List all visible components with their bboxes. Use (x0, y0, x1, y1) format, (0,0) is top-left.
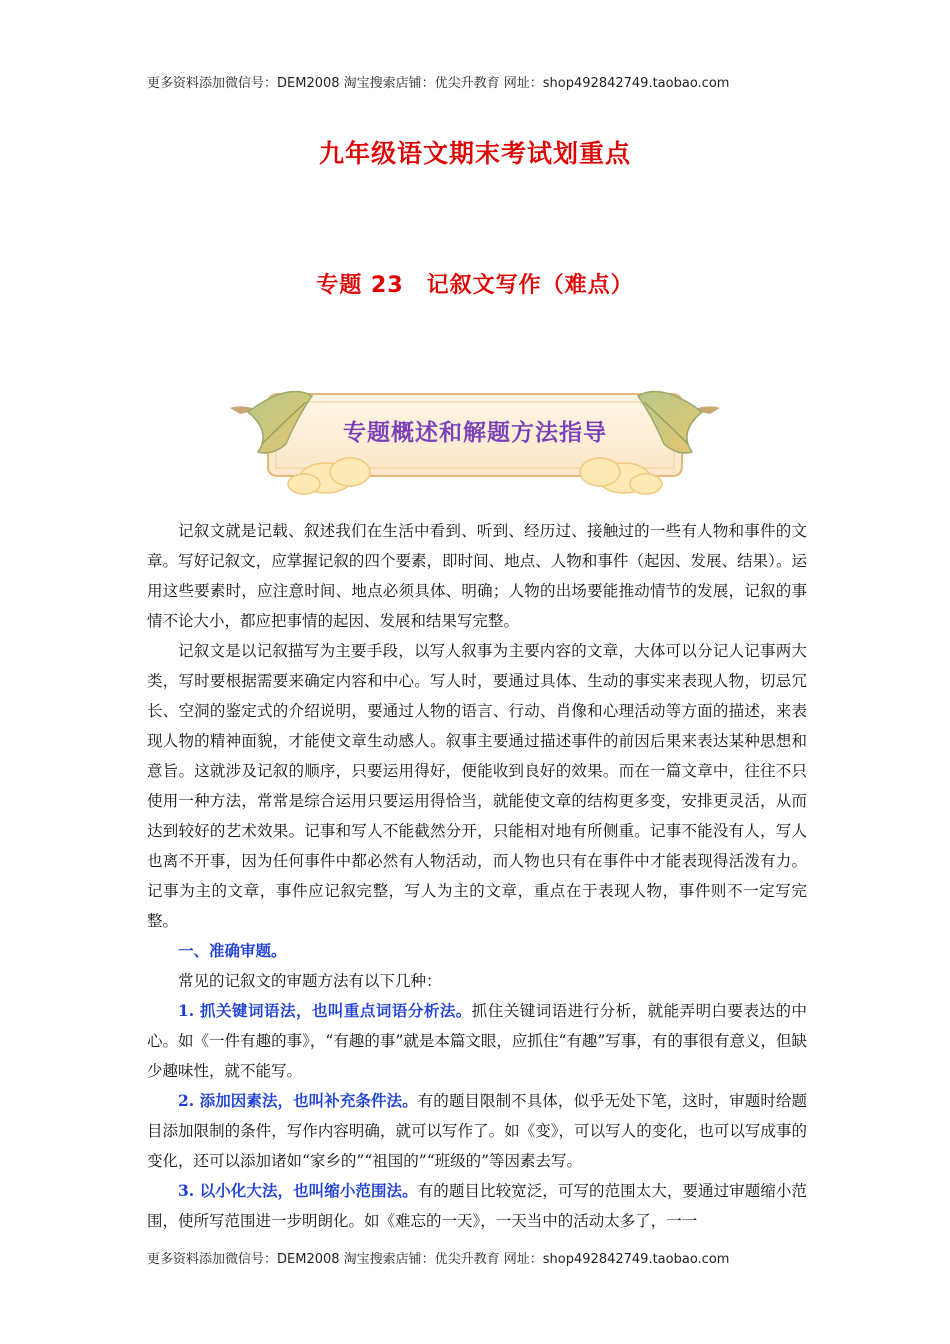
method-2-lead: 2. 添加因素法，也叫补充条件法。 (178, 1091, 418, 1110)
header-note: 更多资料添加微信号：DEM2008 淘宝搜索店铺：优尖升教育 网址：shop492842749.taobao.com (147, 76, 730, 91)
page-title: 九年级语文期末考试划重点 (318, 139, 631, 168)
method-3-text: 有的题目比较宽泛，可写的范围太大，要通过审题缩小范围，使所写范围进一步明朗化。如《难忘的一天》，一天当中的活动太多了，一一 (147, 1182, 807, 1230)
method-item-1 (147, 996, 807, 1086)
method-1-lead: 1. 抓关键词语法，也叫重点词语分析法。 (178, 1001, 472, 1020)
method-1-text: 抓住关键词语进行分析，就能弄明白要表达的中心。如《一件有趣的事》，“有趣的事”就是本篇文眼，应抓住“有趣”写事，有的事很有意义，但缺少趣味性，就不能写。 (147, 1002, 807, 1080)
method-item-3 (147, 1176, 807, 1236)
article-body (147, 516, 807, 1236)
footer-note: 更多资料添加微信号：DEM2008 淘宝搜索店铺：优尖升教育 网址：shop492842749.taobao.com (147, 1252, 730, 1267)
section-banner-title: 专题概述和解题方法指导 (343, 420, 607, 446)
topic-subtitle: 专题 23 记叙文写作（难点） (316, 273, 634, 298)
paragraph-methods-intro: 常见的记叙文的审题方法有以下几种： (178, 972, 442, 990)
method-2-text: 有的题目限制不具体，似乎无处下笔，这时，审题时给题目添加限制的条件，写作内容明确，就可以写作了。如《变》，可以写人的变化，也可以写成事的变化，还可以添加诸如“家乡的”“祖国的”“班级的”等因素去写。 (147, 1092, 807, 1170)
section-heading-1: 一、准确审题。 (178, 941, 287, 960)
paragraph-intro: 记叙文就是记载、叙述我们在生活中看到、听到、经历过、接触过的一些有人物和事件的文章。写好记叙文，应掌握记叙的四个要素，即时间、地点、人物和事件（起因、发展、结果）。运用这些要素时，应注意时间、地点必须具体、明确；人物的出场要能推动情节的发展，记叙的事情不论大小，都应把事情的起因、发展和结果写完整。 (147, 522, 807, 630)
paragraph-overview: 记叙文是以记叙描写为主要手段，以写人叙事为主要内容的文章，大体可以分记人记事两大类，写时要根据需要来确定内容和中心。写人时，要通过具体、生动的事实来表现人物，切忌冗长、空洞的鉴定式的介绍说明，要通过人物的语言、行动、肖像和心理活动等方面的描述，来表现人物的精神面貌，才能使文章生动感人。叙事主要通过描述事件的前因后果来表达某种思想和意旨。这就涉及记叙的顺序，只要运用得好，便能收到良好的效果。而在一篇文章中，往往不只使用一种方法，常常是综合运用只要运用得恰当，就能使文章的结构更多变，安排更灵活，从而达到较好的艺术效果。记事和写人不能截然分开，只能相对地有所侧重。记事不能没有人，写人也离不开事，因为任何事件中都必然有人物活动，而人物也只有在事件中才能表现得活泼有力。记事为主的文章，事件应记叙完整，写人为主的文章，重点在于表现人物，事件则不一定写完整。 (147, 642, 807, 930)
method-3-lead: 3. 以小化大法，也叫缩小范围法。 (178, 1181, 418, 1200)
method-item-2 (147, 1086, 807, 1176)
